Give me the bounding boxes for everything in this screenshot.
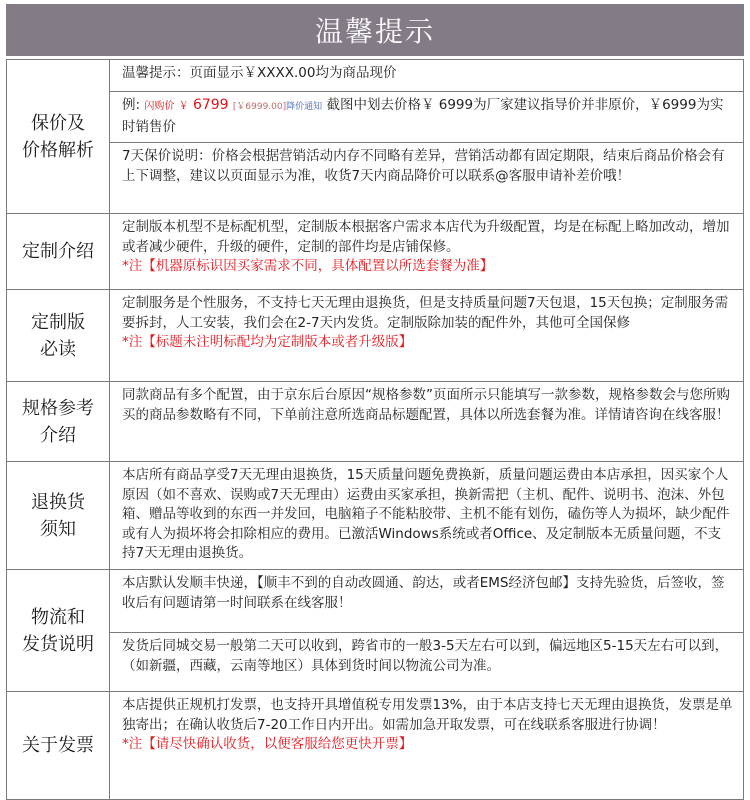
- custom-desc: 定制版本机型不是标配机型，定制版本根据客户需求本店代为升级配置，均是在标配上略加改动，增加或者减少硬件，升级的硬件，定制的部件均是店铺保修。: [122, 219, 730, 255]
- section-returns: [7, 462, 744, 570]
- price-protection-note: 7天保价说明：价格会根据营销活动内存不同略有差异，营销活动都有固定期限，结束后商品价格会有上下调整，建议以页面显示为准，收货7天内商品降价可以联系@客服申请补差价哦！: [110, 142, 743, 213]
- invoice-desc: 本店提供正规机打发票，也支持开具增值税专用发票13%，由于本店支持七天无理由退换货，发票是单独寄出；在确认收货后7-20工作日内开出。如需加急开取发票，可在线联系客服进行协调！: [122, 697, 733, 733]
- custom-read-note: *注【标题未注明标配均为定制版本或者升级版】: [122, 334, 413, 350]
- section-content-custom: [110, 214, 744, 290]
- section-label-line: 退换货: [31, 491, 85, 513]
- returns-text: 本店所有商品享受7天无理由退换货，15天质量问题免费换新，质量问题运费由本店承担，因买家个人原因（如不喜欢、误购或7天无理由）运费由买家承担，换新需把（主机、配件、说明书、泡沫、外包箱、赠品等收到的东西一并发回，电脑箱子不能粘胶带、主机不能有划伤，磕伤等人为损坏，缺少配件或有人为损坏将会扣除相应的费用。已激活Windows系统或者Office、及定制版本无质量问题，不支持7天无理由退换货。: [122, 467, 730, 561]
- sample-price: 6799: [192, 97, 229, 113]
- invoice-note: *注【请尽快确认收货，以便客服给您更快开票】: [122, 736, 413, 752]
- section-price: [7, 60, 744, 214]
- section-label-line: 定制版: [31, 311, 85, 333]
- section-label-custom: 定制介绍: [7, 214, 110, 290]
- section-label-spec: [7, 382, 110, 462]
- example-prefix: 例:: [122, 97, 141, 113]
- section-shipping: [7, 570, 744, 692]
- sample-original-price: [￥6999.00]: [232, 102, 287, 112]
- custom-note: *注【机器原标识因买家需求不同，具体配置以所选套餐为准】: [122, 258, 494, 274]
- section-label-line: 须知: [40, 518, 76, 540]
- section-label-line: 必读: [40, 338, 76, 360]
- section-label-price: [7, 60, 110, 214]
- section-content-shipping: [110, 570, 744, 692]
- section-label-line: 发货说明: [22, 633, 94, 655]
- section-label-line: 物流和: [31, 606, 85, 628]
- section-label-line: 介绍: [40, 424, 76, 446]
- info-table: [6, 59, 744, 800]
- shipping-time-text: 发货后同城交易一般第二天可以收到，跨省市的一般3-5天左右可以到，偏远地区5-15天左右可以到，（如新疆，西藏，云南等地区）具体到货时间以物流公司为准。: [110, 632, 743, 680]
- custom-read-text: [110, 290, 743, 357]
- section-label-invoice: 关于发票: [7, 692, 110, 800]
- section-content-spec: [110, 382, 744, 462]
- custom-read-desc: 定制服务是个性服务，不支持七天无理由退换货，但是支持质量问题7天包退，15天包换；定制服务需要拆封，人工安装，我们会在2-7天内发货。定制版除加装的配件外，其他可全国保修: [122, 295, 729, 331]
- custom-text: [110, 214, 743, 281]
- example-explanation: 截图中划去价格￥ 6999为厂家建议指导价并非原价，￥6999为实时销售价: [122, 97, 724, 135]
- section-content-invoice: [110, 692, 744, 800]
- section-label-shipping: [7, 570, 110, 692]
- shipping-courier-text: 本店默认发顺丰快递，【顺丰不到的自动改圆通、韵达，或者EMS经济包邮】支持先验货，后签收，签收后有问题请第一时间联系在线客服！: [122, 575, 725, 611]
- section-label-returns: [7, 462, 110, 570]
- section-label-line: 规格参考: [22, 397, 94, 419]
- banner-title: 温馨提示: [6, 4, 744, 56]
- section-custom: [7, 214, 744, 290]
- section-content-custom-read: [110, 290, 744, 382]
- section-label-line: 保价及: [31, 112, 85, 134]
- section-custom-read: [7, 290, 744, 382]
- section-spec: [7, 382, 744, 462]
- flash-price-tag: 闪购价: [144, 101, 175, 112]
- section-content-returns: [110, 462, 744, 570]
- spec-text: 同款商品有多个配置，由于京东后台原因“规格参数”页面所示只能填写一款参数，规格参数会与您所购买的商品参数略有不同，下单前注意所选商品标题配置，具体以所选套餐为准。详情请咨询在线客服！: [122, 387, 730, 423]
- price-example: [110, 91, 743, 142]
- section-label-line: 价格解析: [22, 139, 94, 161]
- section-label-custom-read: [7, 290, 110, 382]
- section-invoice: [7, 692, 744, 800]
- price-display-note: 温馨提示：页面显示￥XXXX.00均为商品现价: [122, 65, 397, 81]
- invoice-text: [110, 692, 743, 759]
- price-drop-notice: 降价通知: [286, 102, 323, 112]
- currency-symbol: ￥: [178, 101, 189, 112]
- section-content-price: [110, 60, 744, 214]
